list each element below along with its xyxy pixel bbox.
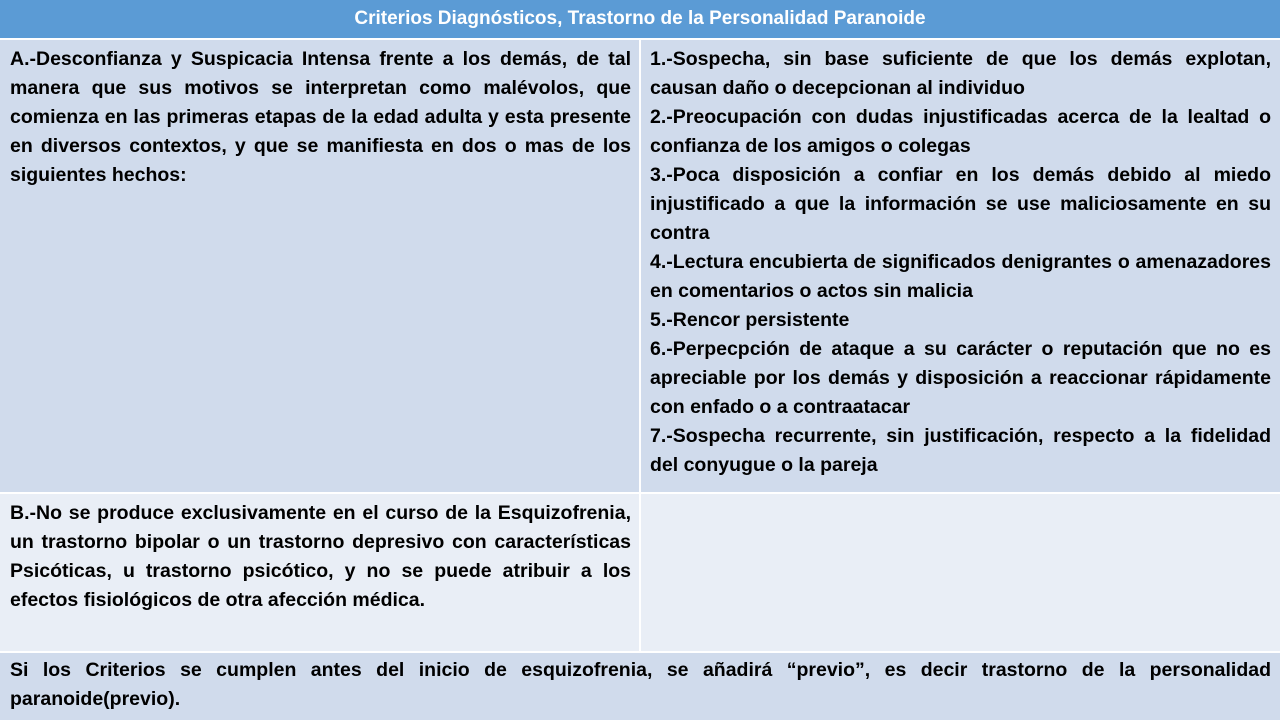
criterion-a-text: A.-Desconfianza y Suspicacia Intensa frente a los demás, de tal manera que sus motivos se interpretan como malévolos, que comienza en las primeras etapas de la edad adulta y esta presente en diversos contextos, y que se manifiesta en dos o mas de los siguientes hechos:	[10, 48, 631, 186]
empty-cell	[641, 494, 1280, 651]
symptom-item-7: 7.-Sospecha recurrente, sin justificación, respecto a la fidelidad del conyugue o la pareja	[650, 425, 1271, 476]
symptom-item-6: 6.-Perpecpción de ataque a su carácter o reputación que no es apreciable por los demás y disposición a reaccionar rápidamente con enfado o a contraatacar	[650, 338, 1271, 418]
symptom-item-4: 4.-Lectura encubierta de significados denigrantes o amenazadores en comentarios o actos sin malicia	[650, 251, 1271, 302]
symptom-item-3: 3.-Poca disposición a confiar en los demás debido al miedo injustificado a que la información se use maliciosamente en su contra	[650, 164, 1271, 244]
symptom-item-5: 5.-Rencor persistente	[650, 309, 850, 331]
criterion-a-cell	[0, 40, 639, 492]
symptom-list-cell	[641, 40, 1280, 492]
criterion-b-text: B.-No se produce exclusivamente en el curso de la Esquizofrenia, un trastorno bipolar o un trastorno depresivo con características Psicóticas, u trastorno psicótico, y no se puede atribuir a los efectos fisiológicos de otra afección médica.	[10, 502, 631, 611]
table-title: Criterios Diagnósticos, Trastorno de la Personalidad Paranoide	[354, 8, 926, 29]
symptom-item-1: 1.-Sospecha, sin base suficiente de que los demás explotan, causan daño o decepcionan al individuo	[650, 48, 1271, 99]
footer-note-text: Si los Criterios se cumplen antes del inicio de esquizofrenia, se añadirá “previo”, es decir trastorno de la personalidad paranoide(previo).	[10, 659, 1271, 710]
criterion-b-cell	[0, 494, 639, 651]
symptom-item-2: 2.-Preocupación con dudas injustificadas acerca de la lealtad o confianza de los amigos o colegas	[650, 106, 1271, 157]
footer-note-cell	[0, 653, 1280, 720]
table-header	[0, 0, 1280, 38]
